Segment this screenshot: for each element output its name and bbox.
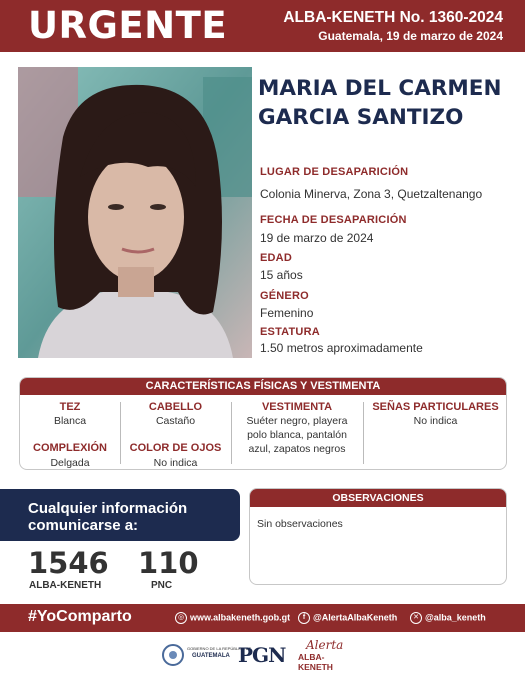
social-footer: [0, 604, 525, 632]
phone-alba-keneth: 1546: [28, 546, 109, 580]
alert-number: ALBA-KENETH No. 1360-2024: [283, 9, 503, 26]
facebook-icon: f: [298, 612, 310, 624]
contact-line1: Cualquier información: [28, 500, 188, 517]
eye-color-label: COLOR DE OJOS: [129, 442, 222, 454]
urgent-title: URGENTE: [28, 4, 228, 47]
alerta-text: Alerta: [306, 638, 344, 652]
twitter-text: @alba_keneth: [425, 612, 486, 623]
phone-pnc: 110: [138, 546, 199, 580]
contact-line2: comunicarse a:: [28, 517, 139, 534]
complexion-value: Delgada: [50, 457, 90, 469]
globe-icon: ◎: [175, 612, 187, 624]
cabello-label: CABELLO: [148, 401, 203, 413]
phone-alba-keneth-label: ALBA-KENETH: [29, 580, 102, 591]
facebook-link[interactable]: [298, 612, 397, 624]
website-link[interactable]: [175, 612, 290, 624]
person-name: [258, 74, 518, 132]
cabello-value: Castaño: [155, 415, 196, 427]
pgn-text: PGN: [238, 643, 286, 667]
website-text: www.albakeneth.gob.gt: [190, 612, 291, 623]
height-value: 1.50 metros aproximadamente: [260, 341, 423, 355]
height-label: ESTATURA: [260, 326, 320, 338]
disappearance-date-value: 19 de marzo de 2024: [260, 231, 374, 245]
government-logo: [162, 642, 252, 670]
person-name-line2: GARCIA SANTIZO: [258, 105, 464, 130]
x-icon: ✕: [410, 612, 422, 624]
twitter-link[interactable]: [410, 612, 486, 624]
senas-label: SEÑAS PARTICULARES: [372, 401, 499, 413]
observations-title: OBSERVACIONES: [250, 489, 506, 507]
tez-value: Blanca: [53, 415, 87, 427]
coat-of-arms-icon: [162, 642, 184, 668]
alert-place-date: Guatemala, 19 de marzo de 2024: [318, 29, 503, 43]
disappearance-place-value: Colonia Minerva, Zona 3, Quetzaltenango: [260, 187, 483, 201]
age-label: EDAD: [260, 252, 292, 264]
pgn-logo: [238, 643, 288, 671]
vestimenta-label: VESTIMENTA: [261, 401, 333, 413]
characteristics-title: CARACTERÍSTICAS FÍSICAS Y VESTIMENTA: [20, 378, 506, 395]
vestimenta-line3: azul, zapatos negros: [248, 443, 346, 455]
characteristics-box: [19, 377, 507, 470]
gender-label: GÉNERO: [260, 290, 309, 302]
disappearance-date-label: FECHA DE DESAPARICIÓN: [260, 214, 407, 226]
person-name-line1: MARIA DEL CARMEN: [258, 76, 502, 101]
gender-value: Femenino: [260, 306, 314, 320]
vestimenta-line2: polo blanca, pantalón: [247, 429, 347, 441]
gov-line2: GUATEMALA: [192, 653, 230, 659]
alba-text: ALBA-KENETH: [298, 652, 333, 672]
hashtag: #YoComparto: [28, 608, 132, 625]
facebook-text: @AlertaAlbaKeneth: [313, 612, 398, 623]
complexion-label: COMPLEXIÓN: [33, 442, 107, 454]
gov-line1: GOBIERNO DE LA REPÚBLICA DE: [187, 646, 252, 651]
missing-person-photo: [18, 67, 252, 358]
senas-value: No indica: [413, 415, 458, 427]
observations-box: [249, 488, 507, 585]
header-banner: [0, 0, 525, 52]
disappearance-place-label: LUGAR DE DESAPARICIÓN: [260, 166, 409, 178]
eye-color-value: No indica: [153, 457, 198, 469]
tez-label: TEZ: [59, 401, 81, 413]
vestimenta-line1: Suéter negro, playera: [246, 415, 348, 427]
alba-keneth-logo: [298, 638, 358, 672]
contact-banner: [0, 489, 240, 541]
phone-pnc-label: PNC: [151, 580, 173, 591]
age-value: 15 años: [260, 268, 303, 282]
observations-text: Sin observaciones: [257, 518, 343, 530]
